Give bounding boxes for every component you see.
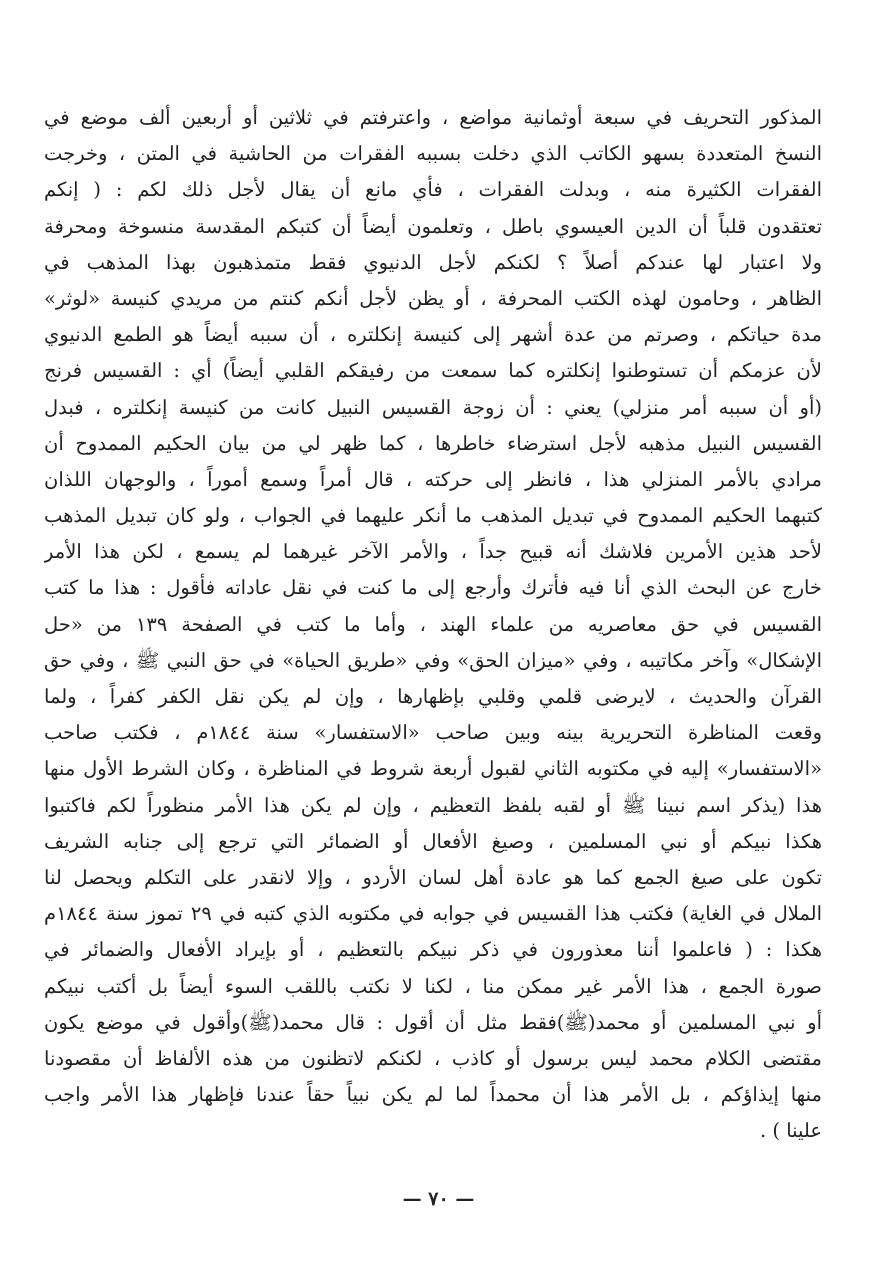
text-line: لأن عزمكم أن تستوطنوا إنكلتره كما سمعت من رفيقكم القلبي أيضاً) أي : القسيس فرنج [44, 359, 822, 383]
text-line: هكذا : ( فاعلموا أننا معذورون في ذكر نبيكم بالتعظيم ، أو بإيراد الأفعال والضمائر في [44, 938, 822, 962]
text-line: مدة حياتكم ، وصرتم من عدة أشهر إلى كنيسة إنكلتره ، أن سببه أيضاً هو الطمع الدنيوي [44, 323, 822, 347]
text-line: لأحد هذين الأمرين فلاشك أنه قبيح جداً ، والأمر الآخر غيرهما لم يسمع ، لكن هذا الأمر [44, 540, 822, 564]
text-line: كتبهما الحكيم الممدوح في تبديل المذهب ما أنكر عليهما في الجواب ، ولو كان تبديل المذهب [44, 504, 822, 528]
text-line: (أو أن سببه أمر منزلي) يعني : أن زوجة القسيس النبيل كانت من كنيسة إنكلتره ، فبدل [44, 395, 822, 419]
text-line: هذا (يذكر اسم نبينا ﷺ أو لقبه بلفظ التعظيم ، وإن لم يكن هذا الأمر منظوراً لكم فاكتبوا [44, 793, 822, 817]
text-line: المذكور التحريف في سبعة أوثمانية مواضع ، واعترفتم في ثلاثين أو أربعين ألف موضع في [44, 106, 822, 129]
text-line: الظاهر ، وحامون لهذه الكتب المحرفة ، أو يظن لأجل أنكم كنتم من مريدي كنيسة «لوثر» [44, 286, 822, 310]
text-line: صورة الجمع ، هذا الأمر غير ممكن منا ، لكنا لا نكتب باللقب السوء أيضاً بل أكتب نبيكم [44, 974, 822, 998]
text-line: تكون على صيغ الجمع كما هو عادة أهل لسان الأردو ، وإلا لانقدر على التكلم ويحصل لنا [44, 865, 822, 889]
text-line: وقعت المناظرة التحريرية بينه وبين صاحب «الاستفسار» سنة ١٨٤٤م ، فكتب صاحب [44, 721, 822, 745]
text-line: «الاستفسار» إليه في مكتوبه الثاني لقبول أربعة شروط في المناظرة ، وكان الشرط الأول منها [44, 757, 822, 781]
text-line: هكذا نبيكم أو نبي المسلمين ، وصيغ الأفعال أو الضمائر التي ترجع إلى جنابه الشريف [44, 829, 822, 853]
text-line: الإشكال» وآخر مكاتيبه ، وفي «ميزان الحق» وفي «طريق الحياة» في حق النبي ﷺ ، وفي حق [44, 648, 822, 672]
text-line: مقتضى الكلام محمد ليس برسول أو كاذب ، لكنكم لاتظنون من هذه الألفاظ أن مقصودنا [44, 1046, 822, 1070]
text-line: تعتقدون قلباً أن الدين العيسوي باطل ، وتعلمون أيضاً أن كتبكم المقدسة منسوخة ومحرفة [44, 214, 822, 238]
text-line: ولا اعتبار لها عندكم أصلاً ؟ لكنكم لأجل الدنيوي فقط متمذهبون بهذا المذهب في [44, 250, 822, 274]
text-line: علينا ) . [759, 1119, 822, 1143]
text-line: خارج عن البحث الذي أنا فيه فأترك وأرجع إلى ما كنت في نقل عاداته فأقول : هذا ما كتب [44, 576, 822, 600]
text-line: مرادي بالأمر المنزلي هذا ، فانظر إلى حركته ، قال أمراً وسمع أموراً ، والوجهان اللذان [44, 467, 822, 491]
text-line: القسيس في حق معاصريه من علماء الهند ، وأما ما كتب في الصفحة ١٣٩ من «حل [44, 612, 822, 636]
body-text [44, 100, 822, 1149]
text-line: منها إيذاؤكم ، بل الأمر هذا أن محمداً لما لم يكن نبياً حقاً عندنا فإظهار هذا الأمر واجب [44, 1083, 822, 1107]
text-line: أو نبي المسلمين أو محمد(ﷺ)فقط مثل أن أقول : قال محمد(ﷺ)وأقول في موضع يكون [44, 1010, 822, 1034]
text-line: الفقرات الكثيرة منه ، وبدلت الفقرات ، فأي مانع أن يقال لأجل ذلك لكم : ( إنكم [44, 178, 822, 202]
text-line: النسخ المتعددة بسهو الكاتب الذي دخلت بسببه الفقرات من الحاشية في المتن ، وخرجت [44, 142, 822, 166]
page-number: — ٧٠ — [402, 1188, 475, 1210]
text-line: القسيس النبيل مذهبه لأجل استرضاء خاطرها ، كما ظهر لي من بيان الحكيم الممدوح أن [44, 431, 822, 455]
text-line: الملال في الغاية) فكتب هذا القسيس في جوابه في مكتوبه الذي كتبه في ٢٩ تموز سنة ١٨٤٤م [44, 902, 822, 926]
text-line: القرآن والحديث ، لايرضى قلمي وقلبي بإظهارها ، وإن لم يكن نقل الكفر كفراً ، ولما [44, 685, 822, 708]
